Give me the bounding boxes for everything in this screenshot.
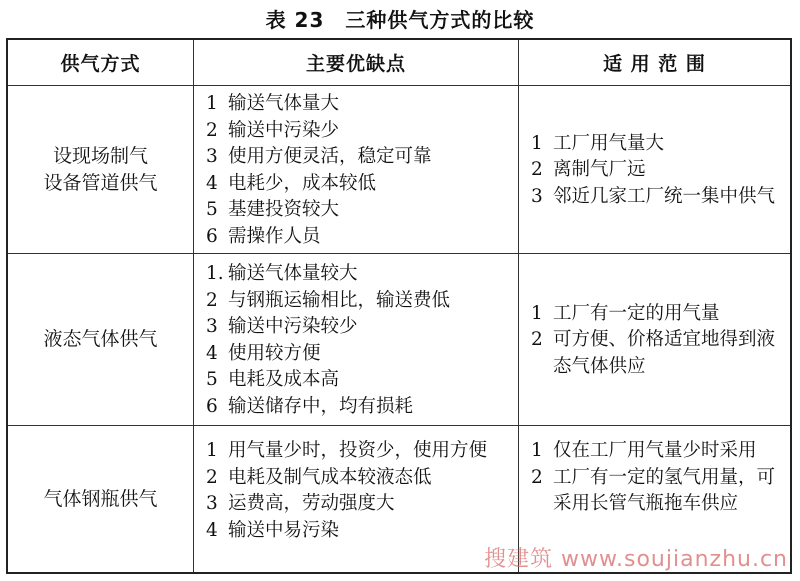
watermark-text: 搜建筑 www.soujianzhu.cn [484, 547, 788, 572]
header-scope: 适 用 范 围 [519, 40, 790, 86]
list-item: 1 用气量少时，投资少，使用方便 [206, 440, 488, 461]
row-mode-cell [8, 86, 194, 254]
pros-cons-list [194, 86, 519, 254]
list-item: 2 工厂有一定的氢气用量，可采用长管气瓶拖车供应 [531, 466, 776, 514]
list-item: 3 输送中污染较少 [206, 316, 358, 337]
row-mode-label: 设现场制气 [52, 144, 148, 167]
list-item: 4 电耗少，成本较低 [206, 172, 377, 194]
list-item: 5 基建投资较大 [206, 199, 340, 220]
list-item: 1 工厂用气量大 [531, 132, 665, 154]
pros-cons-list [194, 426, 519, 572]
list-item: 2 输送中污染少 [206, 119, 340, 141]
list-item: 4 使用较方便 [206, 342, 321, 364]
list-item: 2 离制气厂远 [531, 159, 646, 181]
list-item: 5 电耗及成本高 [206, 369, 340, 390]
table-title: 表 23 三种供气方式的比较 [265, 8, 535, 32]
row-mode-label: 设备管道供气 [43, 171, 158, 194]
comparison-table [6, 38, 792, 574]
row-mode-label: 液态气体供气 [43, 328, 158, 350]
list-item: 6 需操作人员 [206, 225, 321, 247]
list-item: 2 可方便、价格适宜地得到液态气体供应 [531, 329, 776, 377]
list-item: 2 与钢瓶运输相比，输送费低 [206, 289, 451, 311]
header-mode: 供气方式 [8, 40, 194, 86]
list-item: 4 输送中易污染 [206, 519, 340, 541]
list-item: 3 使用方便灵活，稳定可靠 [206, 146, 432, 167]
row-mode-cell [8, 254, 194, 426]
row-mode-cell [8, 426, 194, 572]
list-item: 1 输送气体量大 [206, 93, 340, 114]
list-item: 1. 输送气体量较大 [206, 263, 358, 284]
header-pros-cons: 主要优缺点 [194, 40, 519, 86]
row-mode-label: 气体钢瓶供气 [43, 487, 158, 510]
pros-cons-list [194, 254, 519, 426]
list-item: 1 工厂有一定的用气量 [531, 302, 720, 324]
list-item: 2 电耗及制气成本较液态低 [206, 466, 432, 488]
list-item: 3 运费高，劳动强度大 [206, 493, 395, 514]
list-item: 1 仅在工厂用气量少时采用 [531, 440, 757, 461]
scope-list [519, 86, 790, 254]
list-item: 6 输送储存中，均有损耗 [206, 395, 414, 417]
scope-list [519, 254, 790, 426]
list-item: 3 邻近几家工厂统一集中供气 [531, 185, 776, 207]
